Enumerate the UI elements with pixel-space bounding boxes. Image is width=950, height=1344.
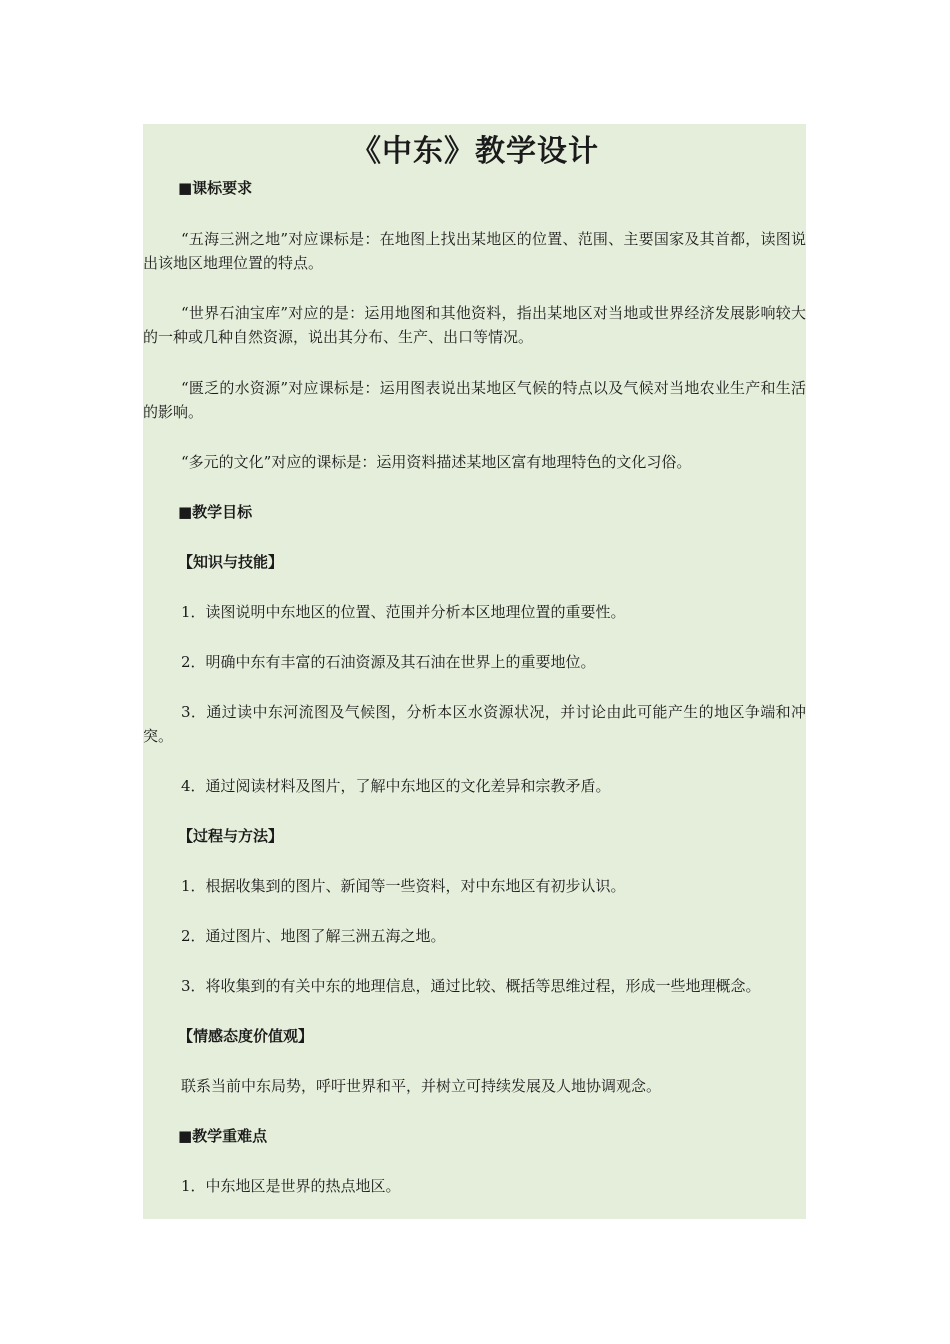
subheading-knowledge: 【知识与技能】 [178,553,284,571]
curriculum-paragraph: “五海三洲之地”对应课标是：在地图上找出某地区的位置、范围、主要国家及其首都，读图说出该地区地理位置的特点。 [143,230,806,272]
process-item: 1．根据收集到的图片、新闻等一些资料，对中东地区有初步认识。 [181,877,626,895]
values-text: 联系当前中东局势，呼吁世界和平，并树立可持续发展及人地协调观念。 [181,1077,662,1095]
curriculum-paragraph: “多元的文化”对应的课标是：运用资料描述某地区富有地理特色的文化习俗。 [181,453,692,471]
subheading-process: 【过程与方法】 [178,827,284,845]
subheading-values: 【情感态度价值观】 [178,1027,314,1045]
knowledge-item: 4．通过阅读材料及图片，了解中东地区的文化差异和宗教矛盾。 [181,777,611,795]
knowledge-item: 3．通过读中东河流图及气候图，分析本区水资源状况，并讨论由此可能产生的地区争端和冲突。 [143,703,806,745]
section-heading-keypoints: ■教学重难点 [178,1127,268,1145]
curriculum-paragraph: “匮乏的水资源”对应课标是：运用图表说出某地区气候的特点以及气候对当地农业生产和生活的影响。 [143,379,806,421]
knowledge-item: 2．明确中东有丰富的石油资源及其石油在世界上的重要地位。 [181,653,596,671]
curriculum-paragraph: “世界石油宝库”对应的是：运用地图和其他资料，指出某地区对当地或世界经济发展影响较大的一种或几种自然资源，说出其分布、生产、出口等情况。 [143,304,806,346]
section-heading-objectives: ■教学目标 [178,503,253,521]
document-title: 《中东》教学设计 [351,134,599,169]
knowledge-item: 1．读图说明中东地区的位置、范围并分析本区地理位置的重要性。 [181,603,626,621]
section-heading-curriculum: ■课标要求 [178,179,253,197]
process-item: 2．通过图片、地图了解三洲五海之地。 [181,927,446,945]
process-item: 3．将收集到的有关中东的地理信息，通过比较、概括等思维过程，形成一些地理概念。 [181,977,761,995]
keypoints-item: 1．中东地区是世界的热点地区。 [181,1177,401,1195]
